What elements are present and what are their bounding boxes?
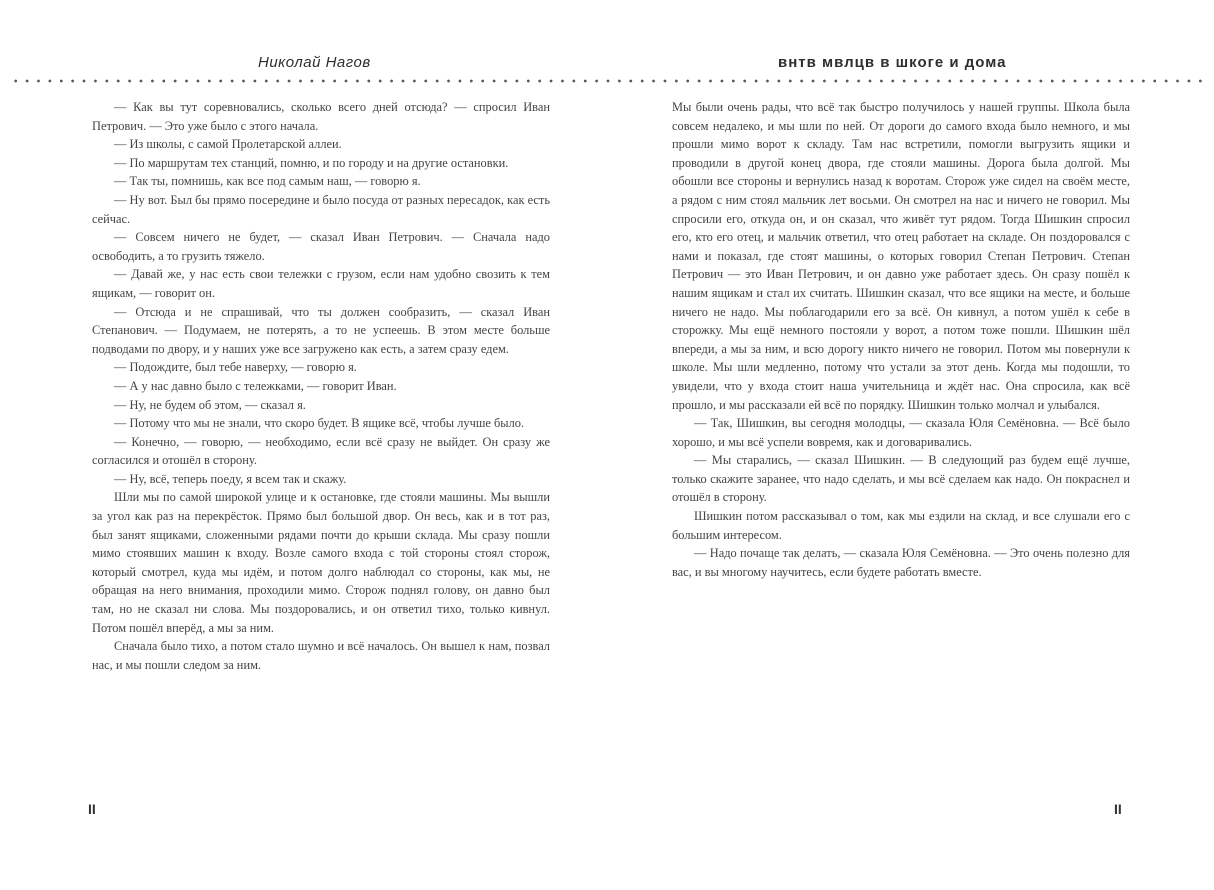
paragraph: — Конечно, — говорю, — необходимо, если всё сразу не выйдет. Он сразу же согласился и отошёл в сторону. [92,434,550,468]
paragraph: Сначала было тихо, а потом стало шумно и всё началось. Он вышел к нам, позвал нас, и мы пошли следом за ним. [92,639,550,672]
paragraph: — Давай же, у нас есть свои тележки с грузом, если нам удобно свозить к тем ящикам, — говорит он. [92,267,550,300]
paragraph: Шли мы по самой широкой улице и к остановке, где стояли машины. Мы вышли за угол как раз на перекрёсток. Прямо был большой двор. Он весь, как и в тот раз, был занят ящиками, сложенными рядами почти до крыши склада. Мы сразу пошли мимо стоявших машин к входу. Возле самого входа с той стороны стоял сторож, который смотрел, куда мы идём, и потом долго наблюдал со стороны, как мы, не обращая на него внимания, проходили мимо. Сторож поднял голову, он давно был там, но не сказал ни слова. Мы поздоровались, и он ответил тихо, только кивнул. Потом пошёл вперёд, а мы за ним. [92,490,550,635]
paragraph: — Так, Шишкин, вы сегодня молодцы, — сказала Юля Семёновна. — Всё было хорошо, и мы всё успели вовремя, как и договаривались. [672,416,1130,449]
paragraph: — Надо почаще так делать, — сказала Юля Семёновна. — Это очень полезно для вас, и вы многому научитесь, если будете работать вместе. [672,546,1130,579]
paragraph: — По маршрутам тех станций, помню, и по городу и на другие остановки. [114,155,509,170]
paragraph: — Отсюда и не спрашивай, что ты должен сообразить, — сказал Иван Степанович. — Подумаем, не потерять, а то не успеешь. В этом месте больше подводами по двору, и у наших уже все загружено как есть, а затем сразу едем. [92,304,550,356]
paragraph: — Потому что мы не знали, что скоро будет. В ящике всё, чтобы лучше было. [114,416,525,431]
paragraph: — Подождите, был тебе наверху, — говорю я. [114,360,357,375]
dotted-rule [10,78,1204,84]
paragraph: Мы были очень рады, что всё так быстро получилось у нашей группы. Школа была совсем недалеко, и мы шли по ней. От дороги до самого входа было немного, и мы прошли мимо ворот к складу. Там нас встретили, помогли выгрузить ящики и проводили в другой конец двора, где стояли машины. Дорога была долгой. Мы обошли все стороны и вернулись назад к воротам. Сторож уже сидел на своём месте, а рядом с ним стоял мальчик лет восьми. Он смотрел на нас и ничего не говорил. Мы спросили его, откуда он, и он сказал, что живёт тут рядом. Тогда Шишкин спросил его, кто его отец, и мальчик ответил, что отец работает на складе. Он поздоровался с нами и показал, где стоят машины, о которых говорил Степан Петрович. Степан Петрович — это Иван Петрович, и он давно уже работает здесь. Он сразу пошёл к нашим ящикам и стал их считать. Шишкин сказал, что все ящики на месте, и больше ничего не надо. Мы поблагодарили его за всё. Он кивнул, а потом ушёл к себе в сторожку. Мы ещё немного постояли у ворот, а потом тоже пошли. Шишкин шёл впереди, а мы за ним, и всю дорогу никто ничего не говорил. Потом мы повернули к школе. Мы шли медленно, потому что устали за этот день. Когда мы подошли, то увидели, что у входа стоит наша учительница и ждёт нас. Она спросила, как всё прошло, и мы рассказали ей всё по порядку. Шишкин только молчал и улыбался. [672,100,1130,412]
paragraph: — Ну вот. Был бы прямо посередине и было посуда от разных пересадок, как есть сейчас. [92,192,550,226]
right-page-text [672,98,1130,581]
page-number-right: II [1114,801,1122,817]
running-head-title: внтв мвлцв в шкоге и дома [778,54,1007,71]
paragraph: — Ну, не будем об этом, — сказал я. [114,397,306,412]
paragraph: — Из школы, с самой Пролетарской аллеи. [114,137,342,152]
running-head-author: Николай Нагов [258,54,371,71]
paragraph: — Мы старались, — сказал Шишкин. — В следующий раз будем ещё лучше, только скажите заранее, что надо сделать, и мы всё сделаем как надо. Он покраснел и отошёл в сторону. [672,453,1130,505]
left-page-text [92,98,550,674]
paragraph: — Как вы тут соревновались, сколько всего дней отсюда? — спросил Иван Петрович. — Это уже было с этого начала. [92,100,550,133]
page-number-left: II [88,801,96,817]
paragraph: — Совсем ничего не будет, — сказал Иван Петрович. — Сначала надо освободить, а то грузить тяжело. [92,230,550,263]
paragraph: — А у нас давно было с тележками, — говорит Иван. [114,378,397,393]
paragraph: Шишкин потом рассказывал о том, как мы ездили на склад, и все слушали его с большим интересом. [672,509,1130,542]
paragraph: — Ну, всё, теперь поеду, я всем так и скажу. [114,471,347,486]
paragraph: — Так ты, помнишь, как все под самым наш, — говорю я. [114,174,421,189]
